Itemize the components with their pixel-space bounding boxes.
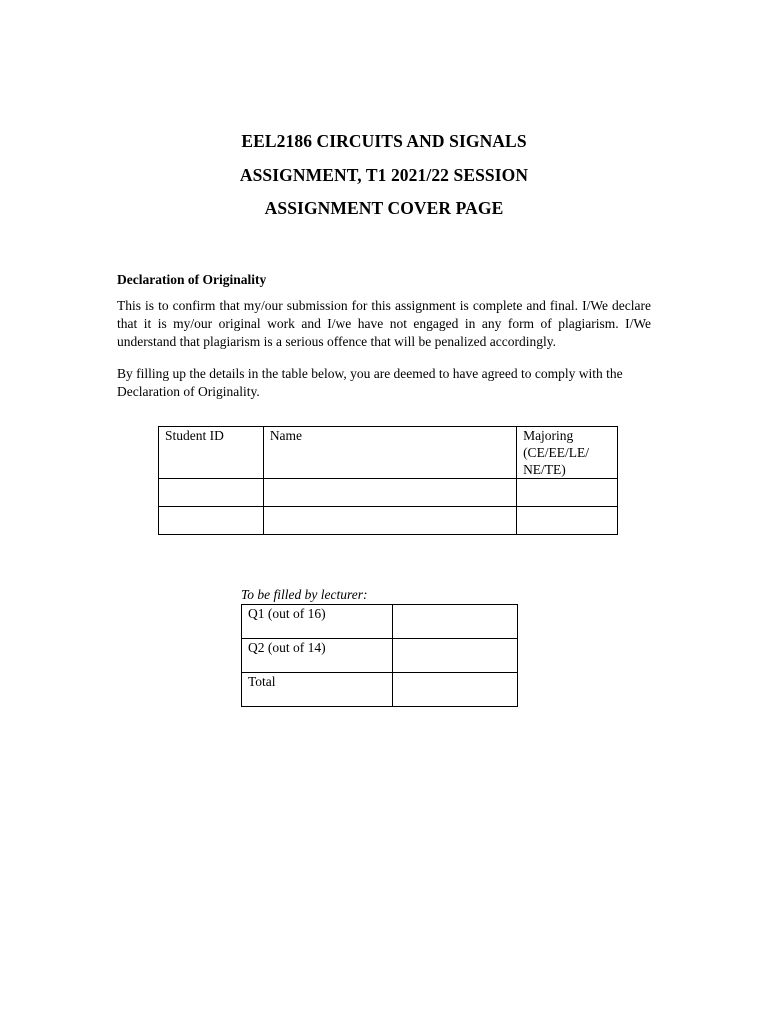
student-id-cell[interactable] [159,479,264,507]
table-row [159,479,618,507]
table-row [242,639,518,673]
declaration-paragraph: This is to confirm that my/our submission for this assignment is complete and final. I/We declare that it is my/our original work and I/we have not engaged in any form of plagiarism. I/We understand that plagiarism is a serious offence that will be penalized accordingly. [117,298,651,349]
question-label: Q1 (out of 16) [242,605,393,639]
assignment-title: ASSIGNMENT, T1 2021/22 SESSION [239,165,529,185]
student-id-cell[interactable] [159,507,264,535]
total-score-cell[interactable] [392,673,518,707]
table-row [242,673,518,707]
name-cell[interactable] [263,479,516,507]
majoring-header: Majoring (CE/EE/LE/ NE/TE) [517,427,618,479]
majoring-cell[interactable] [517,479,618,507]
student-table-header-row [159,427,618,479]
score-cell[interactable] [392,605,518,639]
student-details-table [158,426,618,535]
name-cell[interactable] [263,507,516,535]
table-row [242,605,518,639]
name-header: Name [263,427,516,479]
lecturer-marks-table [241,604,518,707]
agreement-paragraph: By filling up the details in the table below, you are deemed to have agreed to comply with the Declaration of Originality. [117,366,623,399]
lecturer-caption: To be filled by lecturer: [241,587,368,602]
majoring-cell[interactable] [517,507,618,535]
total-label: Total [242,673,393,707]
score-cell[interactable] [392,639,518,673]
cover-page-title: ASSIGNMENT COVER PAGE [264,198,504,218]
question-label: Q2 (out of 14) [242,639,393,673]
declaration-heading: Declaration of Originality [117,272,267,287]
student-id-header: Student ID [159,427,264,479]
course-title: EEL2186 CIRCUITS AND SIGNALS [241,131,527,151]
table-row [159,507,618,535]
